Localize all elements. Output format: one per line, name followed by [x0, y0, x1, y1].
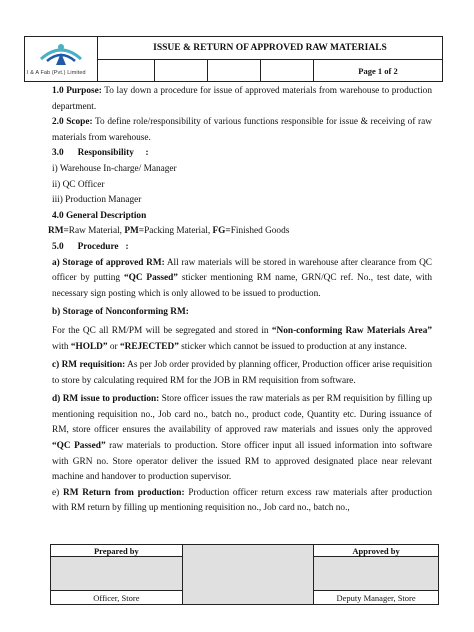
purpose-paragraph — [52, 84, 432, 115]
purpose-text: To lay down a procedure for issue of approved materials from warehouse to production department. — [52, 86, 432, 112]
prepared-by-header: Prepared by — [51, 545, 183, 557]
logo-text: I & A Fab (Pvt.) Limited — [27, 70, 86, 76]
prepared-signature-box — [51, 557, 183, 591]
logo-cell — [25, 37, 98, 82]
document-header — [24, 36, 443, 82]
approved-role: Deputy Manager, Store — [314, 591, 439, 605]
header-blank-cell — [208, 60, 261, 82]
procedure-b-paragraph: For the QC all RM/PM will be segregated and stored in “Non-conforming Raw Materials Area” with “HOLD” or “REJECTED” sticker which cannot be issued to production at any instance. — [52, 325, 432, 352]
scope-text: To define role/responsibility of various functions responsible for issue & receiving of raw materials from warehouse. — [52, 117, 432, 143]
procedure-b-heading: b) Storage of Nonconforming RM: — [52, 307, 189, 318]
abbreviations-line: RM=Raw Material, PM=Packing Material, FG=Finished Goods — [48, 226, 290, 237]
procedure-d-paragraph: d) RM issue to production: Store officer issues the raw materials as per RM requisition by filling up mentioning requisition no., Job card no., batch no., product code, Quantity etc. During issuance of RM, store officer ensures the availability of approved raw materials and issues only the approved “QC Passed” raw materials to production. Store officer input all issued information into software with GRN no. Store operator deliver the issued RM to approved designated place near relevant machine and handover to production supervisor. — [52, 394, 432, 483]
scope-paragraph — [52, 115, 432, 146]
signature-table — [50, 544, 439, 605]
procedure-e-paragraph: e) RM Return from production: Production officer return excess raw materials after production with RM return by filling up mentioning requisition no., Job card no., batch no., — [52, 487, 433, 514]
purpose-label: 1.0 Purpose: — [52, 86, 102, 96]
signature-middle-cell — [182, 545, 313, 605]
prepared-role: Officer, Store — [51, 591, 183, 605]
document-title: ISSUE & RETURN OF APPROVED RAW MATERIALS — [98, 37, 443, 60]
page-number: Page 1 of 2 — [314, 60, 443, 82]
general-description-heading: 4.0 General Description — [52, 210, 147, 221]
responsibility-item: i) Warehouse In-charge/ Manager — [52, 163, 177, 174]
scope-label: 2.0 Scope: — [52, 117, 93, 128]
procedure-heading: 5.0 Procedure : — [52, 241, 129, 252]
responsibility-item: ii) QC Officer — [52, 179, 105, 190]
procedure-c-paragraph: c) RM requisition: As per Job order provided by planning officer, Production officer arise requisition to store by calculating required RM for the JOB in RM requisition from software. — [52, 360, 432, 386]
procedure-a-paragraph: a) Storage of approved RM: All raw materials will be stored in warehouse after clearance from QC officer by putting “QC Passed” sticker mentioning RM name, GRN/QC ref. No., test date, with necessary sign posting which is only allowed to be issued to production. — [52, 257, 432, 299]
approved-signature-box — [314, 557, 439, 591]
responsibility-heading: 3.0 Responsibility : — [52, 148, 149, 159]
responsibility-item: iii) Production Manager — [52, 195, 142, 206]
header-blank-cell — [261, 60, 314, 82]
approved-by-header: Approved by — [314, 545, 439, 557]
company-logo — [25, 37, 97, 81]
logo-mark-icon — [25, 37, 97, 73]
header-blank-cell — [155, 60, 208, 82]
header-blank-cell — [98, 60, 155, 82]
document-body — [48, 84, 433, 517]
